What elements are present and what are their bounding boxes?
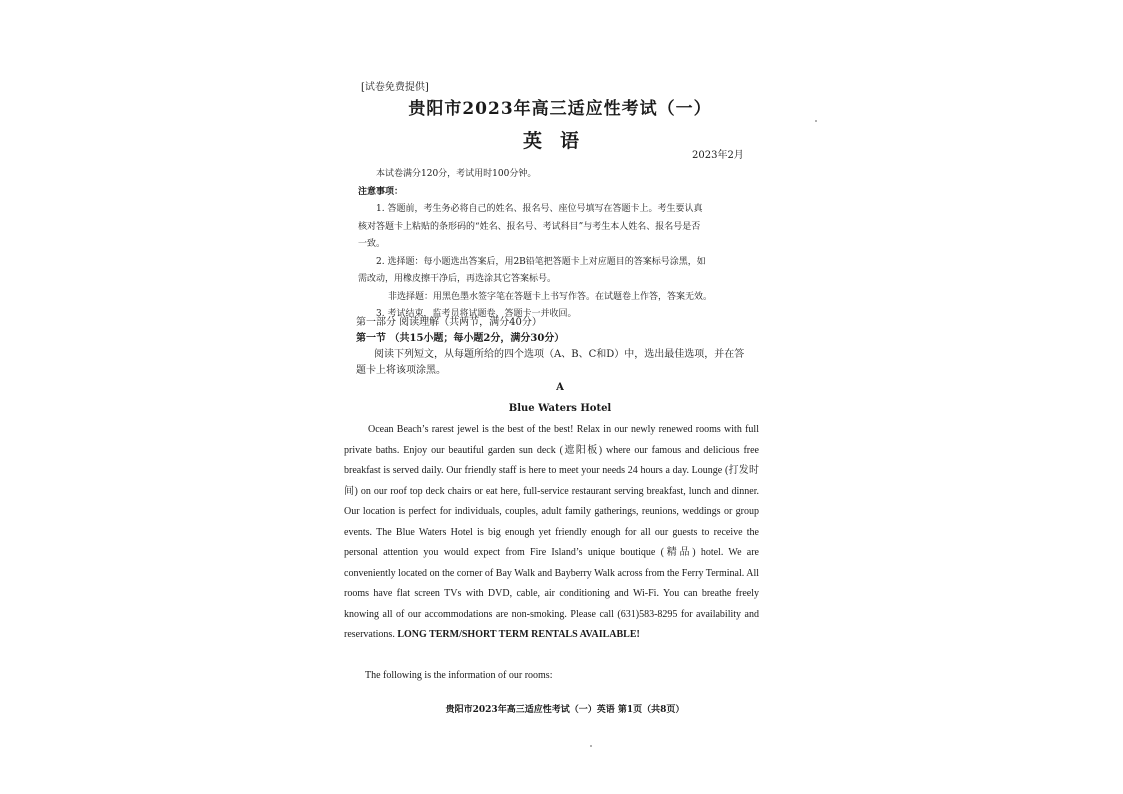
- exam-date: 2023年2月: [692, 150, 744, 161]
- exam-instructions: [358, 166, 758, 324]
- instruction-item-3: 3. 考试结束，监考员将试题卷、答题卡一并收回。: [376, 309, 577, 319]
- instruction-item-2-line-3: 非选择题：用黑色墨水签字笔在答题卡上书写作答。在试题卷上作答，答案无效。: [388, 291, 713, 302]
- passage-text: Ocean Beach’s rarest jewel is the best of the best! Relax in our newly renewed rooms with full private baths. Enjoy our beautiful garden sun deck (遮阳板) where our famous and delicious free breakfast is served daily. Our friendly staff is here to meet your needs 24 hours a day. Lounge (打发时间) on our roof top deck chairs or eat here, full-service restaurant serving breakfast, lunch and dinner. Our location is perfect for individuals, couples, adult family gatherings, reunions, weddings or group events. The Blue Waters Hotel is big enough yet friendly enough for all our guests to receive the personal attention you would expect from Fire Island’s unique boutique (精品) hotel. We are conveniently located on the corner of Bay Walk and Bayberry Walk across from the Ferry Terminal. All rooms have flat screen TVs with DVD, cable, air conditioning and Wi-Fi. You can breathe freely knowing all of our accommodations are non-smoking. Please call (631)583-8295 for availability and reservations.: [344, 424, 759, 640]
- passage-body: [344, 420, 759, 646]
- scan-speck: [815, 120, 817, 122]
- directions-line-2: 题卡上将该项涂黑。: [356, 365, 446, 376]
- exam-title: 贵阳市2023年高三适应性考试（一）: [408, 99, 712, 119]
- passage-letter: A: [556, 382, 564, 393]
- directions-line-1: 阅读下列短文，从每题所给的四个选项（A、B、C和D）中，选出最佳选项，并在答: [374, 349, 745, 360]
- rooms-info-intro: The following is the information of our rooms:: [365, 670, 553, 681]
- passage-title: Blue Waters Hotel: [508, 403, 612, 414]
- part-1-heading: 第一部分 阅读理解（共两节，满分40分）: [356, 317, 542, 328]
- instructions-heading: 注意事项：: [358, 186, 404, 197]
- scan-speck: [590, 745, 592, 747]
- page-footer: 贵阳市2023年高三适应性考试（一）英语 第1页（共8页）: [445, 705, 685, 715]
- section-1-heading: 第一节 （共15小题；每小题2分，满分30分）: [356, 333, 565, 344]
- instruction-item-1-line-2: 核对答题卡上粘贴的条形码的“姓名、报名号、考试科目”与考生本人姓名、报名号是否: [358, 221, 701, 232]
- subject-title: 英语: [522, 130, 597, 152]
- instruction-item-2-line-2: 需改动，用橡皮擦干净后，再选涂其它答案标号。: [358, 274, 557, 284]
- instruction-item-1-line-3: 一致。: [358, 239, 386, 249]
- section-headings: [356, 315, 756, 379]
- passage-paragraph: [344, 420, 759, 646]
- free-provision-tag: [试卷免费提供]: [361, 82, 429, 93]
- rentals-notice: LONG TERM/SHORT TERM RENTALS AVAILABLE!: [397, 629, 640, 640]
- instruction-item-1-line-1: 1. 答题前，考生务必将自己的姓名、报名号、座位号填写在答题卡上。考生要认真: [376, 204, 703, 214]
- instruction-item-2-line-1: 2. 选择题：每小题选出答案后，用2B铅笔把答题卡上对应题目的答案标号涂黑，如: [376, 256, 706, 267]
- instructions-intro: 本试卷满分120分，考试用时100分钟。: [376, 169, 537, 179]
